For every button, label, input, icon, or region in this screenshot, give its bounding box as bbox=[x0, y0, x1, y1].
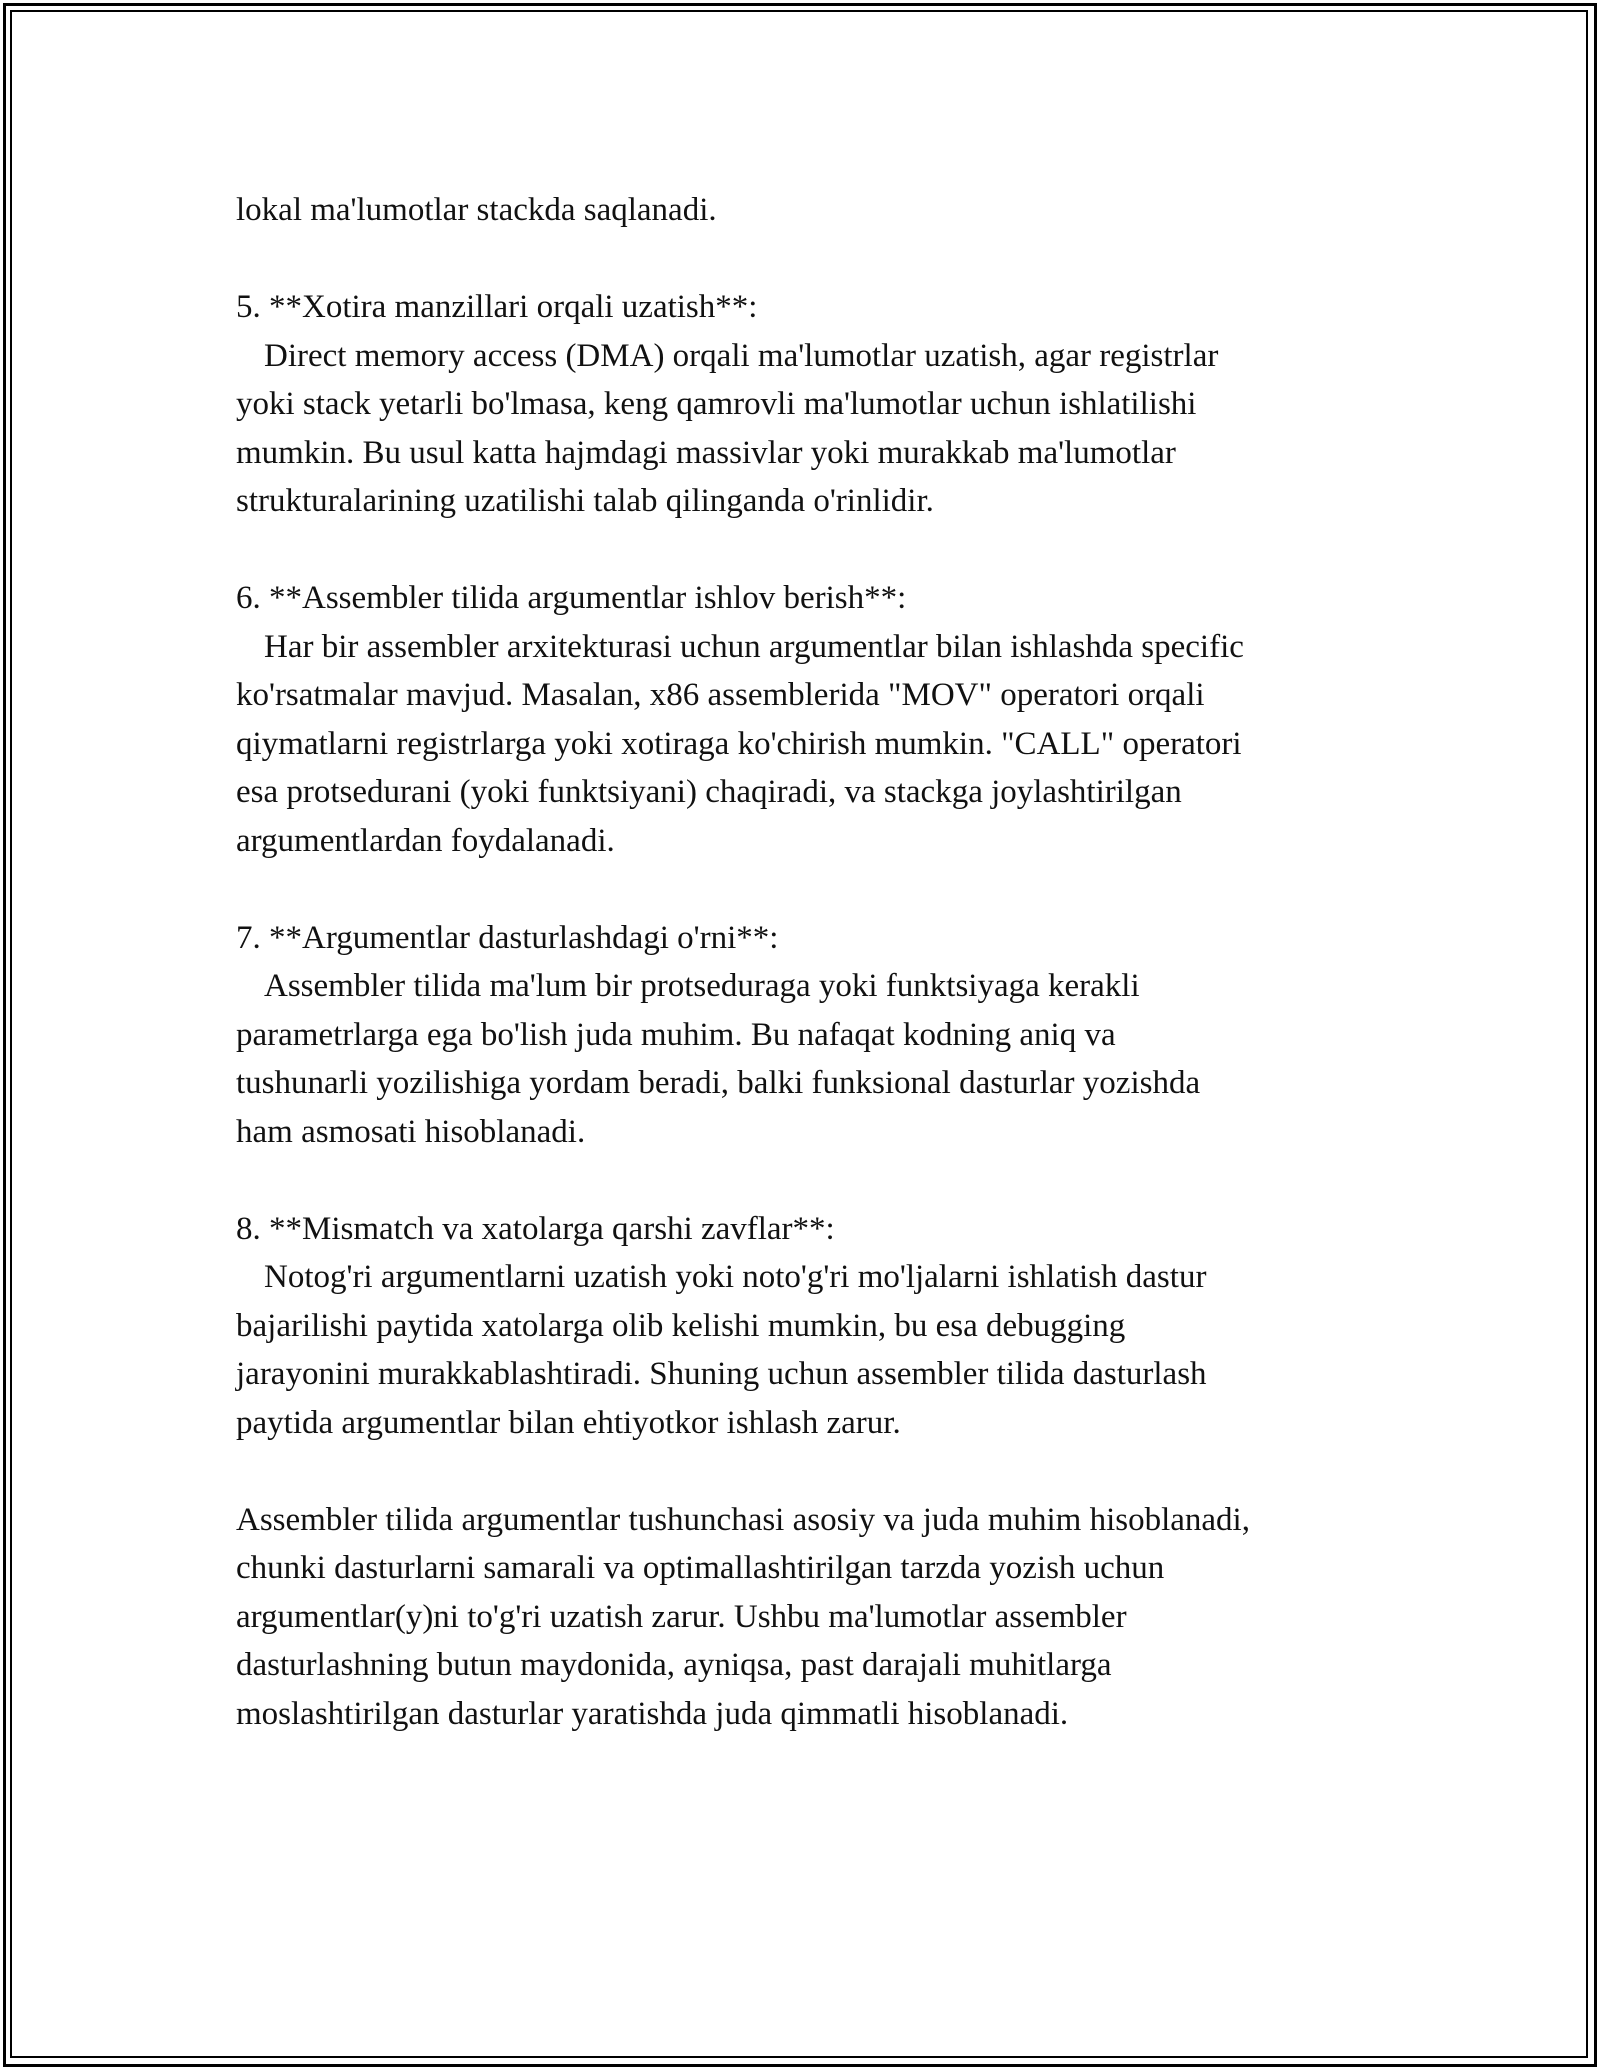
text-line: tushunarli yozilishiga yordam beradi, balki funksional dasturlar yozishda bbox=[236, 1065, 1201, 1101]
text-line: Assembler tilida argumentlar tushunchasi asosiy va juda muhim hisoblanadi, bbox=[236, 1501, 1250, 1538]
text-line: ko'rsatmalar mavjud. Masalan, x86 assemblerida "MOV" operatori orqali bbox=[236, 677, 1205, 713]
text-line: esa protsedurani (yoki funktsiyani) chaqiradi, va stackga joylashtirilgan bbox=[236, 774, 1182, 810]
section-heading: 7. **Argumentlar dasturlashdagi o'rni**: bbox=[236, 919, 779, 956]
text-line: strukturalarining uzatilishi talab qilinganda o'rinlidir. bbox=[236, 483, 934, 519]
section-5 bbox=[236, 283, 1396, 526]
text-line: moslashtirilgan dasturlar yaratishda juda qimmatli hisoblanadi. bbox=[236, 1695, 1069, 1732]
text-line: mumkin. Bu usul katta hajmdagi massivlar yoki murakkab ma'lumotlar bbox=[236, 434, 1176, 471]
conclusion-paragraph bbox=[236, 1496, 1396, 1739]
document-body bbox=[236, 186, 1396, 1787]
text-line: Assembler tilida ma'lum bir protseduraga yoki funktsiyaga kerakli bbox=[264, 968, 1140, 1004]
text-line: qiymatlarni registrlarga yoki xotiraga ko'chirish mumkin. "CALL" operatori bbox=[236, 725, 1242, 762]
text-line: Direct memory access (DMA) orqali ma'lumotlar uzatish, agar registrlar bbox=[264, 337, 1219, 374]
section-7 bbox=[236, 914, 1396, 1157]
text-line: chunki dasturlarni samarali va optimallashtirilgan tarzda yozish uchun bbox=[236, 1550, 1165, 1586]
text-line: ham asmosati hisoblanadi. bbox=[236, 1113, 586, 1150]
paragraph-continuation bbox=[236, 186, 1396, 235]
text-line: yoki stack yetarli bo'lmasa, keng qamrovli ma'lumotlar uchun ishlatilishi bbox=[236, 386, 1197, 422]
text-line: Notog'ri argumentlarni uzatish yoki noto'g'ri mo'ljalarni ishlatish dastur bbox=[264, 1259, 1207, 1295]
text-line: Har bir assembler arxitekturasi uchun argumentlar bilan ishlashda specific bbox=[264, 628, 1244, 665]
text-line: bajarilishi paytida xatolarga olib kelishi mumkin, bu esa debugging bbox=[236, 1307, 1126, 1344]
text-line: parametrlarga ega bo'lish juda muhim. Bu nafaqat kodning aniq va bbox=[236, 1016, 1116, 1053]
text-line: dasturlashning butun maydonida, ayniqsa, past darajali muhitlarga bbox=[236, 1647, 1112, 1683]
text-line: jarayonini murakkablashtiradi. Shuning uchun assembler tilida dasturlash bbox=[236, 1356, 1207, 1392]
text-line: paytida argumentlar bilan ehtiyotkor ishlash zarur. bbox=[236, 1404, 901, 1441]
section-8 bbox=[236, 1205, 1396, 1448]
section-heading: 5. **Xotira manzillari orqali uzatish**: bbox=[236, 289, 758, 325]
text-line: argumentlardan foydalanadi. bbox=[236, 822, 615, 859]
section-6 bbox=[236, 574, 1396, 865]
text-line: lokal ma'lumotlar stackda saqlanadi. bbox=[236, 192, 717, 228]
text-line: argumentlar(y)ni to'g'ri uzatish zarur. Ushbu ma'lumotlar assembler bbox=[236, 1598, 1127, 1635]
section-heading: 6. **Assembler tilida argumentlar ishlov berish**: bbox=[236, 580, 907, 616]
section-heading: 8. **Mismatch va xatolarga qarshi zavflar**: bbox=[236, 1210, 835, 1247]
